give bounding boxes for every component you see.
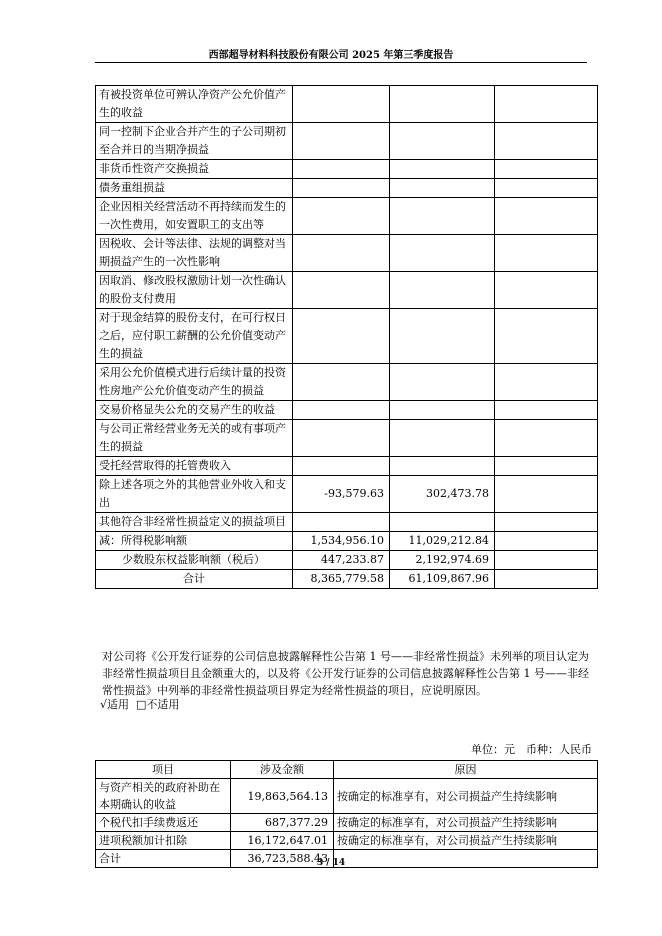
amount-cell	[390, 198, 495, 235]
note-cell	[495, 198, 598, 235]
amount-cell	[293, 86, 390, 123]
table-row	[96, 420, 598, 457]
table-row	[96, 198, 598, 235]
amount-cell	[390, 179, 495, 198]
reason-cell: 按确定的标准享有，对公司损益产生持续影响	[334, 832, 598, 850]
amount-cell: 8,365,779.58	[293, 570, 390, 589]
amount-cell	[293, 401, 390, 420]
table-row	[96, 532, 598, 551]
item-cell: 除上述各项之外的其他营业外收入和支出	[96, 476, 293, 513]
amount-cell	[293, 420, 390, 457]
note-cell	[495, 513, 598, 532]
note-cell	[495, 401, 598, 420]
column-header: 涉及金额	[231, 761, 334, 779]
table-row	[96, 401, 598, 420]
amount-cell	[390, 86, 495, 123]
table-row	[96, 513, 598, 532]
table-row	[96, 551, 598, 570]
table-row	[96, 309, 598, 364]
item-cell: 因税收、会计等法律、法规的调整对当期损益产生的一次性影响	[96, 235, 293, 272]
amount-cell	[293, 272, 390, 309]
note-cell	[495, 476, 598, 513]
amount-cell: 19,863,564.13	[231, 779, 334, 814]
amount-cell	[293, 513, 390, 532]
item-cell: 减：所得税影响额	[96, 532, 293, 551]
amount-cell	[293, 123, 390, 160]
explanation-paragraph: 对公司将《公开发行证券的公司信息披露解释性公告第 1 号——非经常性损益》未列举的项目认定为非经常性损益项目且金额重大的，以及将《公开发行证券的公司信息披露解释性公告第 1 号——非经常性损益》中列举的非经常性损益项目界定为经常性损益的项目，应说明原因。	[102, 650, 589, 697]
note-cell	[495, 86, 598, 123]
note-cell	[495, 123, 598, 160]
amount-cell	[390, 123, 495, 160]
note-cell	[495, 532, 598, 551]
amount-cell: -93,579.63	[293, 476, 390, 513]
note-cell	[495, 179, 598, 198]
note-cell	[495, 420, 598, 457]
item-cell: 其他符合非经常性损益定义的损益项目	[96, 513, 293, 532]
note-cell	[495, 364, 598, 401]
note-cell	[495, 160, 598, 179]
amount-cell	[293, 160, 390, 179]
amount-cell	[390, 364, 495, 401]
item-cell: 采用公允价值模式进行后续计量的投资性房地产公允价值变动产生的损益	[96, 364, 293, 401]
amount-cell: 302,473.78	[390, 476, 495, 513]
amount-cell: 2,192,974.69	[390, 551, 495, 570]
item-cell: 有被投资单位可辨认净资产公允价值产生的收益	[96, 86, 293, 123]
amount-cell: 61,109,867.96	[390, 570, 495, 589]
amount-cell: 11,029,212.84	[390, 532, 495, 551]
item-cell: 合计	[96, 850, 231, 868]
amount-cell	[390, 513, 495, 532]
amount-cell: 36,723,588.43	[231, 850, 334, 868]
applicable-option: √适用	[100, 698, 130, 711]
total-label-cell: 合计	[96, 570, 293, 589]
column-header: 项目	[96, 761, 231, 779]
item-cell: 受托经营取得的托管费收入	[96, 457, 293, 476]
amount-cell	[293, 309, 390, 364]
note-cell	[495, 457, 598, 476]
amount-cell	[293, 364, 390, 401]
table-row	[96, 364, 598, 401]
item-cell: 债务重组损益	[96, 179, 293, 198]
page-number: 3 / 14	[316, 858, 346, 868]
item-cell: 个税代扣手续费返还	[96, 814, 231, 832]
reason-cell: 按确定的标准享有，对公司损益产生持续影响	[334, 814, 598, 832]
amount-cell: 687,377.29	[231, 814, 334, 832]
reclassified-items-table	[95, 760, 598, 868]
amount-cell: 1,534,956.10	[293, 532, 390, 551]
amount-cell	[293, 235, 390, 272]
unit-currency-line: 单位：元 币种：人民币	[471, 743, 592, 756]
item-cell: 交易价格显失公允的交易产生的收益	[96, 401, 293, 420]
applicability-line	[100, 696, 592, 713]
amount-cell	[390, 235, 495, 272]
amount-cell: 16,172,647.01	[231, 832, 334, 850]
amount-cell	[390, 309, 495, 364]
amount-cell	[390, 272, 495, 309]
amount-cell	[293, 457, 390, 476]
item-cell: 进项税额加计扣除	[96, 832, 231, 850]
item-cell: 因取消、修改股权激励计划一次性确认的股份支付费用	[96, 272, 293, 309]
item-cell: 与公司正常经营业务无关的或有事项产生的损益	[96, 420, 293, 457]
note-cell	[495, 272, 598, 309]
not-applicable-option: □不适用	[136, 698, 180, 711]
column-header: 原因	[334, 761, 598, 779]
note-cell	[495, 551, 598, 570]
amount-cell	[390, 160, 495, 179]
item-cell: 与资产相关的政府补助在本期确认的收益	[96, 779, 231, 814]
table-row	[96, 832, 598, 850]
table-row	[96, 123, 598, 160]
item-cell: 同一控制下企业合并产生的子公司期初至合并日的当期净损益	[96, 123, 293, 160]
table-header-row	[96, 761, 598, 779]
note-cell	[495, 570, 598, 589]
table-row-total	[96, 570, 598, 589]
item-cell: 非货币性资产交换损益	[96, 160, 293, 179]
note-cell	[495, 309, 598, 364]
report-header-title: 西部超导材料科技股份有限公司 2025 年第三季度报告	[208, 50, 454, 61]
table-row	[96, 814, 598, 832]
item-cell: 对于现金结算的股份支付，在可行权日之后，应付职工薪酬的公允价值变动产生的损益	[96, 309, 293, 364]
note-cell	[495, 235, 598, 272]
reason-cell: 按确定的标准享有，对公司损益产生持续影响	[334, 779, 598, 814]
amount-cell	[293, 179, 390, 198]
amount-cell	[390, 457, 495, 476]
amount-cell	[390, 401, 495, 420]
table-row	[96, 86, 598, 123]
table-row	[96, 779, 598, 814]
table-row	[96, 235, 598, 272]
table-row	[96, 272, 598, 309]
non-recurring-items-table	[95, 85, 598, 589]
amount-cell: 447,233.87	[293, 551, 390, 570]
header-divider	[95, 62, 587, 63]
table-row	[96, 476, 598, 513]
amount-cell	[390, 420, 495, 457]
item-cell: 企业因相关经营活动不再持续而发生的一次性费用，如安置职工的支出等	[96, 198, 293, 235]
amount-cell	[293, 198, 390, 235]
table-row	[96, 160, 598, 179]
table-row	[96, 179, 598, 198]
item-cell: 少数股东权益影响额（税后）	[96, 551, 293, 570]
table-row	[96, 457, 598, 476]
